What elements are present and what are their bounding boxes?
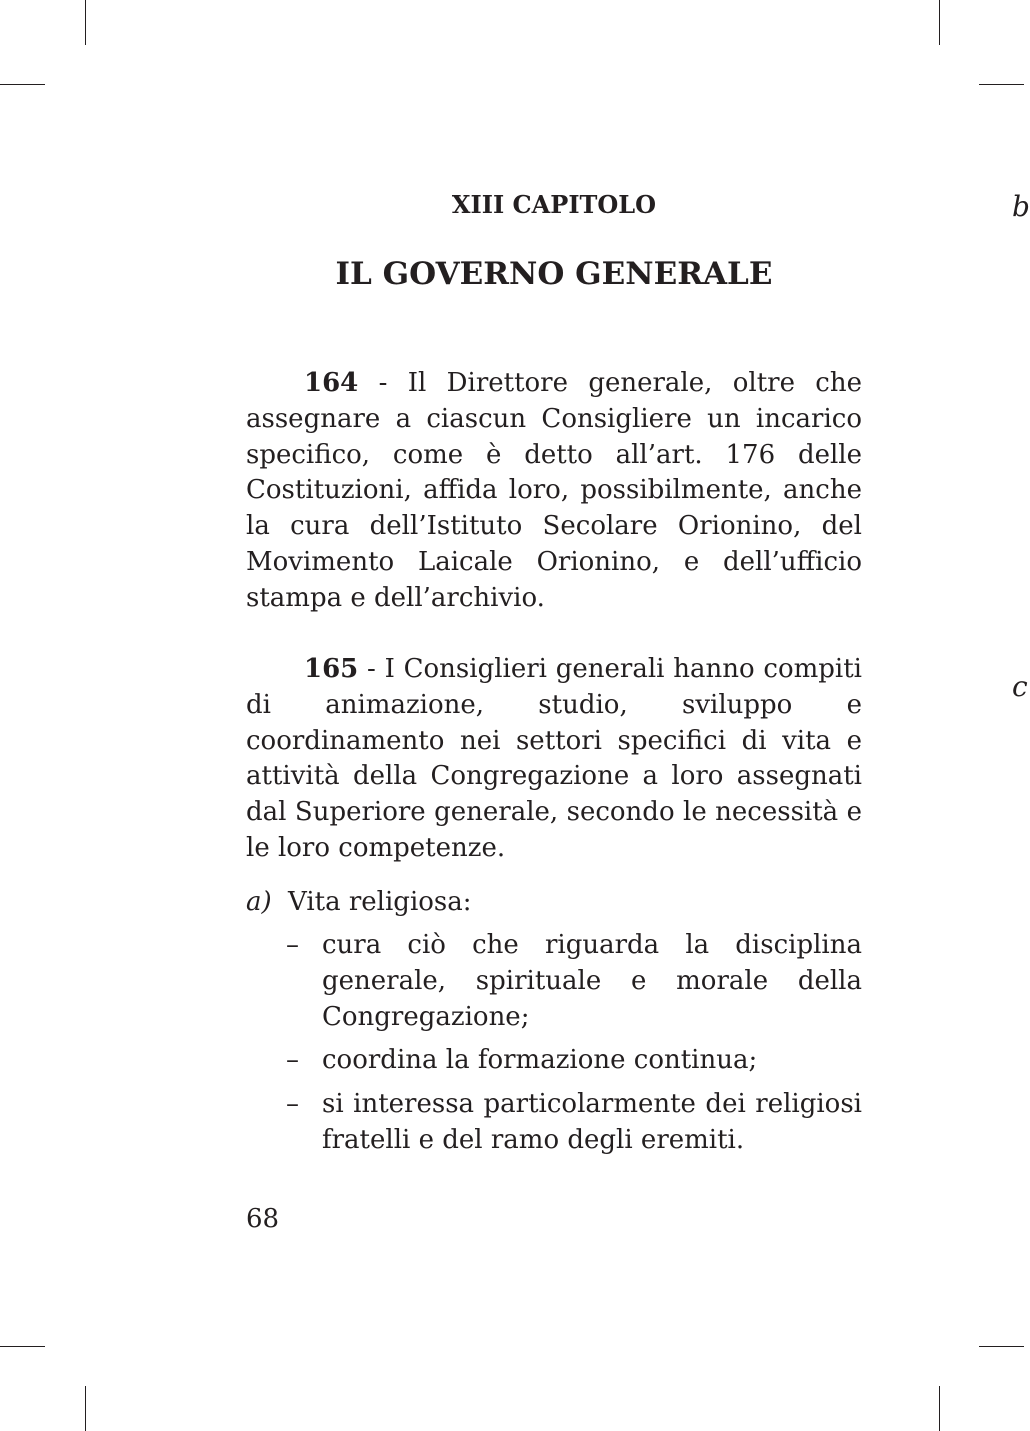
chapter-heading: XIII CAPITOLO <box>451 190 657 219</box>
crop-mark-top-right-vertical <box>939 0 940 45</box>
section-a-heading <box>246 885 862 921</box>
list-item <box>286 1043 862 1079</box>
crop-mark-bottom-right-vertical <box>939 1386 940 1431</box>
page-title: IL GOVERNO GENERALE <box>335 256 773 292</box>
article-164 <box>246 366 862 617</box>
adjacent-page-glyph: c <box>1012 670 1028 703</box>
section-a-title: Vita religiosa: <box>288 887 472 917</box>
dash-marker: – <box>286 930 299 960</box>
page-number: 68 <box>246 1204 280 1234</box>
list-item-text: coordina la formazione continua; <box>322 1045 758 1076</box>
article-number: 165 <box>304 654 359 684</box>
list-item-text: cura ciò che riguarda la disciplina generale, spirituale e morale della Congregazione; <box>322 930 862 1032</box>
crop-mark-top-left-horizontal <box>0 84 45 85</box>
list-item <box>286 1087 862 1159</box>
article-165 <box>246 652 862 867</box>
section-a-list <box>286 928 862 1167</box>
crop-mark-bottom-left-vertical <box>85 1386 86 1431</box>
adjacent-page-glyph: b <box>1012 190 1030 223</box>
crop-mark-bottom-left-horizontal <box>0 1346 45 1347</box>
list-item-text: si interessa particolarmente dei religiosi fratelli e del ramo degli eremiti. <box>322 1089 862 1155</box>
article-text: - Il Direttore generale, oltre che assegnare a ciascun Consigliere un incarico specifico, come è detto all’art. 176 delle Costituzioni, affida loro, possibilmente, anche la cura dell’Istituto Secolare Orionino, del Movimento Laicale Orionino, e dell’ufficio stampa e dell’archivio. <box>246 368 862 613</box>
article-number: 164 <box>304 368 359 398</box>
list-item <box>286 928 862 1035</box>
section-a-label: a) <box>246 887 272 917</box>
crop-mark-bottom-right-horizontal <box>979 1346 1024 1347</box>
dash-marker: – <box>286 1045 299 1076</box>
crop-mark-top-right-horizontal <box>979 84 1024 85</box>
dash-marker: – <box>286 1089 299 1120</box>
article-text: - I Consiglieri generali hanno compiti di animazione, studio, sviluppo e coordinamento nei settori specifici di vita e attività della Congregazione a loro assegnati dal Superiore generale, secondo le necessità e le loro competenze. <box>246 654 862 863</box>
crop-mark-top-left-vertical <box>85 0 86 45</box>
